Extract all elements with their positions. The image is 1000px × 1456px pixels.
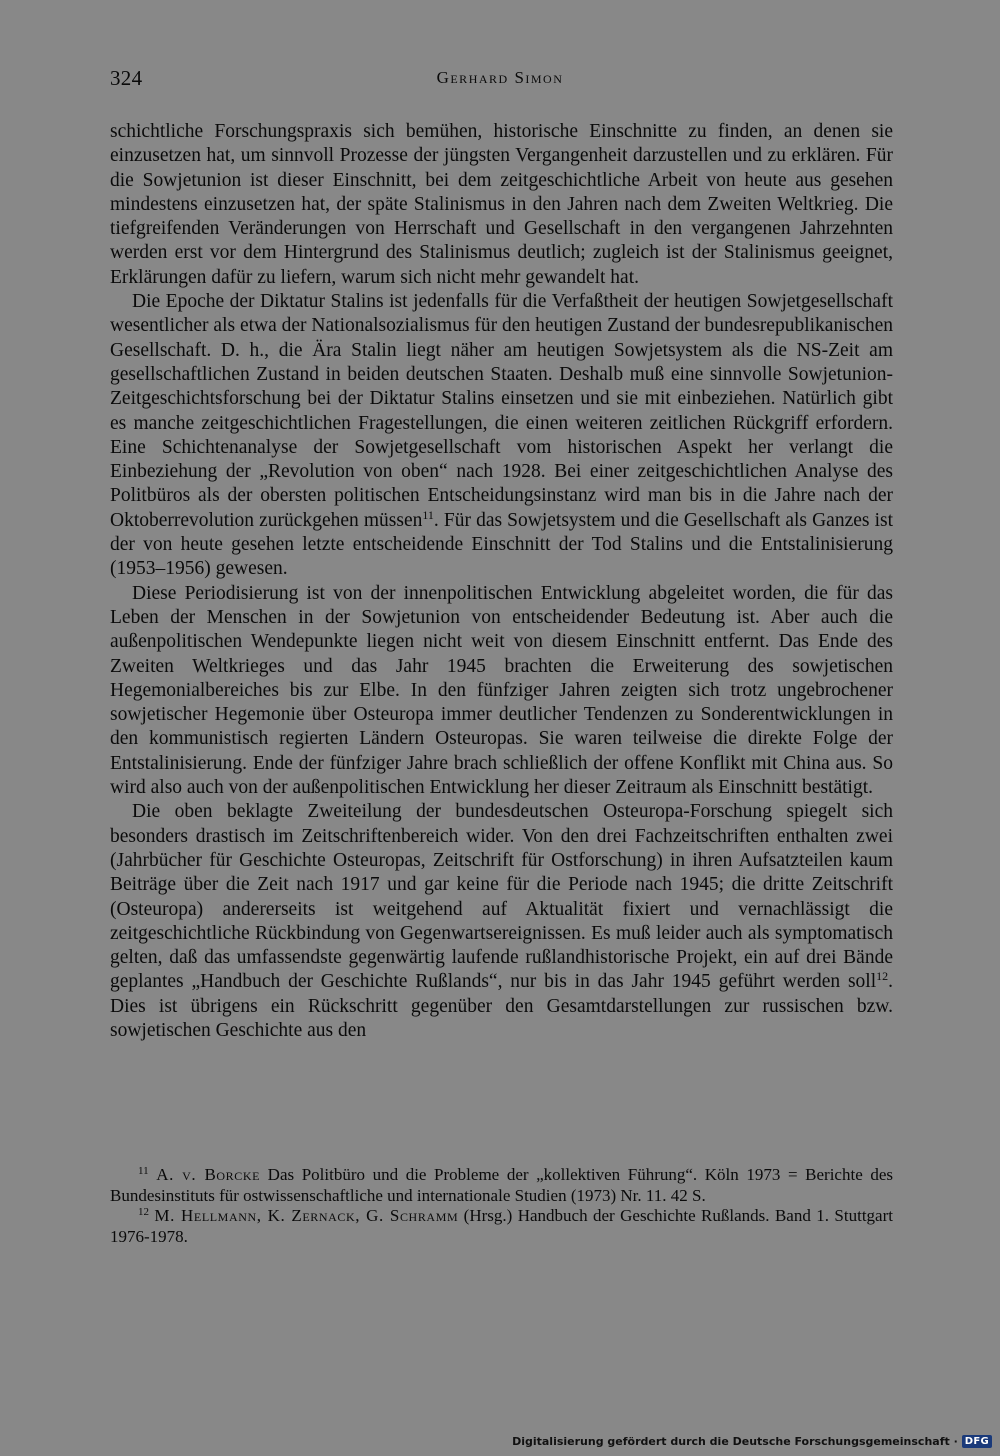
paragraph-2 (110, 290, 893, 582)
credit-text: Digitalisierung gefördert durch die Deutsche Forschungsgemeinschaft · (512, 1435, 958, 1448)
footnote-number: 12 (138, 1206, 149, 1218)
dfg-logo-icon: DFG (962, 1435, 992, 1448)
footnote-12 (110, 1206, 893, 1247)
page-number: 324 (110, 66, 143, 90)
footnote-number: 11 (138, 1165, 149, 1177)
paragraph-2-text-b: . Für das Sowjetsystem und die Gesellschaft als Ganzes ist der von heute gesehen letzte entscheidende Einschnitt der Tod Stalins und die Entstalinisierung (1953–1956) gewesen. (110, 509, 893, 580)
footnote-ref-11[interactable]: 11 (422, 507, 434, 522)
paragraph-2-text-a: Die Epoche der Diktatur Stalins ist jedenfalls für die Verfaßtheit der heutigen Sowjetgesellschaft wesentlicher als etwa der Nationalsozialismus für den heutigen Zustand der bundesrepublikanischen Gesellschaft. D. h., die Ära Stalin liegt näher am heutigen Sowjetsystem als die NS-Zeit am gesellschaftlichen Zustand in beiden deutschen Staaten. Deshalb muß eine sinnvolle Sowjetunion-Zeitgeschichtsforschung bei der Diktatur Stalins einsetzen und sie mit einbeziehen. Natürlich gibt es manche zeitgeschichtlichen Fragestellungen, die einen weiteren zeitlichen Rückgriff erfordern. Eine Schichtenanalyse der Sowjetgesellschaft vom historischen Aspekt her verlangt die Einbeziehung der „Revolution von oben“ nach 1928. Bei einer zeitgeschichtlichen Analyse des Politbüros als der obersten politischen Entscheidungsinstanz wird man bis in die Jahre nach der Oktoberrevolution zurückgehen müssen (110, 291, 894, 531)
footnote-author: A. v. Borcke (156, 1165, 261, 1184)
paragraph-4-text-a: Die oben beklagte Zweiteilung der bundesdeutschen Osteuropa-Forschung spiegelt sich besonders drastisch im Zeitschriftenbereich wider. Von den drei Fachzeitschriften enthalten zwei (Jahrbücher für Geschichte Osteuropas, Zeitschrift für Ostforschung) in ihren Aufsatzteilen kaum Beiträge über die Zeit nach 1917 und gar keine für die Periode nach 1945; die dritte Zeitschrift (Osteuropa) andererseits ist weitgehend auf Aktualität fixiert und vernachlässigt die zeitgeschichtliche Rückbindung von Gegenwartsereignissen. Es muß leider auch als symptomatisch gelten, daß das umfassendste gegenwärtig laufende rußlandhistorische Projekt, ein auf drei Bände geplantes „Handbuch der Geschichte Rußlands“, nur bis in das Jahr 1945 geführt werden soll (110, 801, 893, 993)
paragraph-4 (110, 800, 893, 1043)
footnote-ref-12[interactable]: 12 (876, 969, 889, 984)
body-text (110, 120, 893, 1043)
paragraph-4-text-b: . Dies ist übrigens ein Rückschritt gegenüber den Gesamtdarstellungen zur russischen bzw. sowjetischen Geschichte aus den (110, 971, 893, 1041)
paragraph-3: Diese Periodisierung ist von der innenpolitischen Entwicklung abgeleitet worden, die für das Leben der Menschen in der Sowjetunion von entscheidender Bedeutung ist. Aber auch die außenpolitischen Wendepunkte liegen nicht weit von diesem Einschnitt entfernt. Das Ende des Zweiten Weltkrieges und das Jahr 1945 brachten die Erweiterung des sowjetischen Hegemonialbereiches bis zur Elbe. In den fünfziger Jahren zeigten sich trotz ungebrochener sowjetischer Hegemonie über Osteuropa immer deutlicher Tendenzen zu Sonderentwicklungen in den kommunistisch regierten Ländern Osteuropas. Sie waren teilweise die direkte Folge der Entstalinisierung. Ende der fünfziger Jahre brach schließlich der offene Konflikt mit China aus. So wird also auch von der außenpolitischen Entwicklung her dieser Zeitraum als Einschnitt bestätigt. (110, 582, 893, 799)
digitization-credit (512, 1435, 992, 1448)
footnote-text: Das Politbüro und die Probleme der „kollektiven Führung“. Köln 1973 = Berichte des Bundesinstituts für ostwissenschaftliche und internationale Studien (1973) Nr. 11. 42 S. (110, 1165, 894, 1205)
footnote-author: M. Hellmann, K. Zernack, G. Schramm (154, 1206, 459, 1225)
footnote-11 (110, 1165, 893, 1206)
running-head: Gerhard Simon (436, 68, 564, 87)
paragraph-1: schichtliche Forschungspraxis sich bemühen, historische Einschnitte zu finden, an denen sie einzusetzen hat, um sinnvoll Prozesse der jüngsten Vergangenheit darzustellen und zu erklären. Für die Sowjetunion ist dieser Einschnitt, bei dem zeitgeschichtliche Arbeit von heute aus gesehen mindestens einzusetzen hat, der späte Stalinismus in den Jahren nach dem Zweiten Weltkrieg. Die tiefgreifenden Veränderungen von Herrschaft und Gesellschaft in den vergangenen Jahrzehnten werden erst vor dem Hintergrund des Stalinismus deutlich; zugleich ist der Stalinismus geeignet, Erklärungen dafür zu liefern, warum sich nicht mehr gewandelt hat. (110, 121, 893, 288)
footnotes (110, 1165, 893, 1247)
footnote-text: (Hrsg.) Handbuch der Geschichte Rußlands. Band 1. Stuttgart 1976-1978. (110, 1206, 893, 1246)
